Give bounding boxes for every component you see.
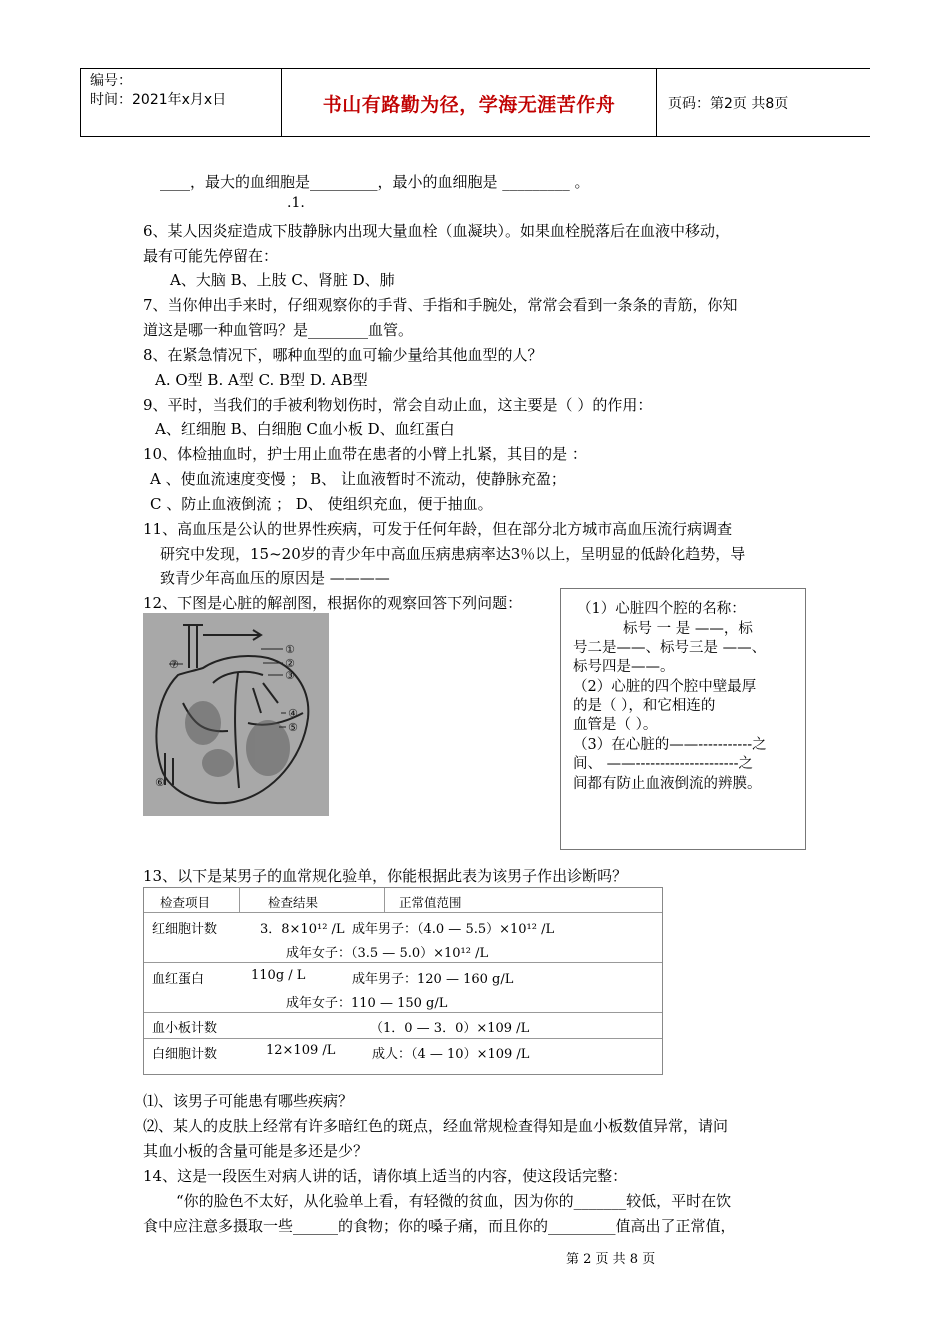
box-line: （1）心脏四个腔的名称：: [577, 601, 746, 617]
box-line: 间、 ——---------------------之: [573, 756, 753, 772]
question-12: 12、下图是心脏的解剖图，根据你的观察回答下列问题：: [143, 594, 523, 612]
heart-label-6: ⑥: [155, 776, 165, 789]
code-label: 编号：: [90, 73, 132, 89]
text-line: “你的脸色不太好，从化验单上看，有轻微的贫血，因为你的_______较低，平时在饮: [176, 1192, 732, 1210]
header-top-border: [80, 68, 870, 69]
table-rule: [144, 912, 662, 913]
row-item: 红细胞计数: [152, 922, 218, 937]
question-6: 6、某人因炎症造成下肢静脉内出现大量血栓（血凝块）。如果血栓脱落后在血液中移动，: [143, 222, 731, 240]
question-13: 13、以下是某男子的血常规化验单，你能根据此表为该男子作出诊断吗？: [143, 867, 628, 885]
options-10-cd: C 、防止血液倒流 ； D、 使组织充血，便于抽血。: [150, 495, 493, 513]
heart-label-2: ②: [285, 657, 295, 670]
text-line: ____，最大的血细胞是_________，最小的血细胞是 _________ 。: [160, 173, 590, 191]
table-header-item: 检查项目: [160, 895, 211, 910]
options-10-ab: A 、使血流速度变慢 ； B、 让血液暂时不流动，使静脉充盈；: [150, 470, 566, 488]
header-divider-3: [656, 68, 657, 136]
heart-diagram: [143, 613, 329, 816]
page-info: 页码：第2页 共8页: [668, 96, 789, 112]
row-result: 12×109 /L: [266, 1043, 336, 1058]
text-line: 食中应注意多摄取一些______的食物；你的嗓子痛，而且你的_________值高出了正常值，: [143, 1217, 736, 1235]
header-bottom-border: [80, 136, 870, 137]
options-9: A、红细胞 B、白细胞 C血小板 D、血红蛋白: [155, 420, 455, 438]
table-rule: [144, 1038, 662, 1039]
options-6: A、大脑 B、上肢 C、肾脏 D、肺: [170, 271, 395, 289]
heart-label-5: ⑤: [288, 721, 298, 734]
table-col-rule: [239, 888, 240, 912]
box-line: 标号四是——。: [573, 659, 675, 675]
date-label: 时间：2021年x月x日: [90, 92, 227, 108]
question-9: 9、平时，当我们的手被利物划伤时，常会自动止血，这主要是（ ）的作用：: [143, 396, 653, 414]
box-line: 的是（ ），和它相连的: [573, 698, 716, 714]
row-range-female: 成年女子：110 — 150 g/L: [286, 996, 448, 1011]
box-line: （3）在心脏的——-----------之: [573, 737, 767, 753]
heart-illustration: [143, 613, 329, 816]
row-result: 3．8×10¹² /L: [260, 922, 345, 937]
page-footer: 第 2 页 共 8 页: [566, 1252, 656, 1267]
options-8: A. O型 B. A型 C. B型 D. AB型: [155, 371, 368, 389]
box-line: （2）心脏的四个腔中壁最厚: [573, 679, 757, 695]
text-line: 最有可能先停留在：: [143, 247, 279, 265]
text-line: 其血小板的含量可能是多还是少？: [143, 1142, 369, 1160]
box-line: 标号 一 是 ——，标: [623, 621, 753, 637]
motto: 书山有路勤为径，学海无涯苦作舟: [322, 94, 616, 116]
heart-label-4: ④: [288, 707, 298, 720]
heart-label-1: ①: [285, 643, 295, 656]
question-13-1: ⑴、该男子可能患有哪些疾病？: [143, 1092, 354, 1110]
row-range-male: 成人：（4 — 10）×109 /L: [372, 1047, 530, 1062]
text-line: .1.: [287, 195, 305, 211]
row-item: 血红蛋白: [152, 972, 205, 987]
question-13-2: ⑵、某人的皮肤上经常有许多暗红色的斑点，经血常规检查得知是血小板数值异常，请问: [143, 1117, 729, 1135]
box-line: 血管是（ ）。: [573, 717, 658, 733]
row-result: 110g / L: [251, 968, 306, 983]
question-10: 10、体检抽血时，护士用止血带在患者的小臂上扎紧，其目的是 ：: [143, 445, 587, 463]
box-line: 号二是——、标号三是 ——、: [573, 640, 767, 656]
question-14: 14、这是一段医生对病人讲的话，请你填上适当的内容，使这段话完整：: [143, 1167, 628, 1185]
row-item: 血小板计数: [152, 1021, 218, 1036]
table-header-result: 检查结果: [268, 895, 319, 910]
table-rule: [144, 962, 662, 963]
heart-label-7: ⑦: [169, 658, 179, 671]
question-7: 7、当你伸出手来时，仔细观察你的手背、手指和手腕处，常常会看到一条条的青筋，你知: [143, 296, 738, 314]
row-range-male: 成年男子：120 — 160 g/L: [352, 972, 514, 987]
header-divider-1: [80, 68, 81, 136]
text-line: 研究中发现，15~20岁的青少年中高血压病患病率达3％以上，呈明显的低龄化趋势，导: [160, 545, 746, 563]
box-line: 间都有防止血液倒流的辨膜。: [573, 776, 762, 792]
row-range-male: （1．0 — 3．0）×109 /L: [370, 1021, 530, 1036]
row-range-female: 成年女子：（3.5 — 5.0）×10¹² /L: [286, 946, 489, 961]
table-header-range: 正常值范围: [399, 895, 462, 910]
heart-questions-box: [560, 588, 806, 850]
text-line: 道这是哪一种血管吗？是________血管。: [143, 321, 414, 339]
header-divider-2: [281, 68, 282, 136]
table-col-rule: [384, 888, 385, 912]
text-line: 致青少年高血压的原因是 ————: [160, 569, 390, 587]
header-meta: [90, 72, 226, 110]
table-rule: [144, 1012, 662, 1013]
row-item: 白细胞计数: [152, 1047, 218, 1062]
question-8: 8、在紧急情况下，哪种血型的血可输少量给其他血型的人？: [143, 346, 543, 364]
heart-label-3: ③: [285, 669, 295, 682]
question-11: 11、高血压是公认的世界性疾病，可发于任何年龄，但在部分北方城市高血压流行病调查: [143, 520, 733, 538]
blood-test-table: [143, 887, 663, 1075]
row-range-male: 成年男子：（4.0 — 5.5）×10¹² /L: [352, 922, 555, 937]
